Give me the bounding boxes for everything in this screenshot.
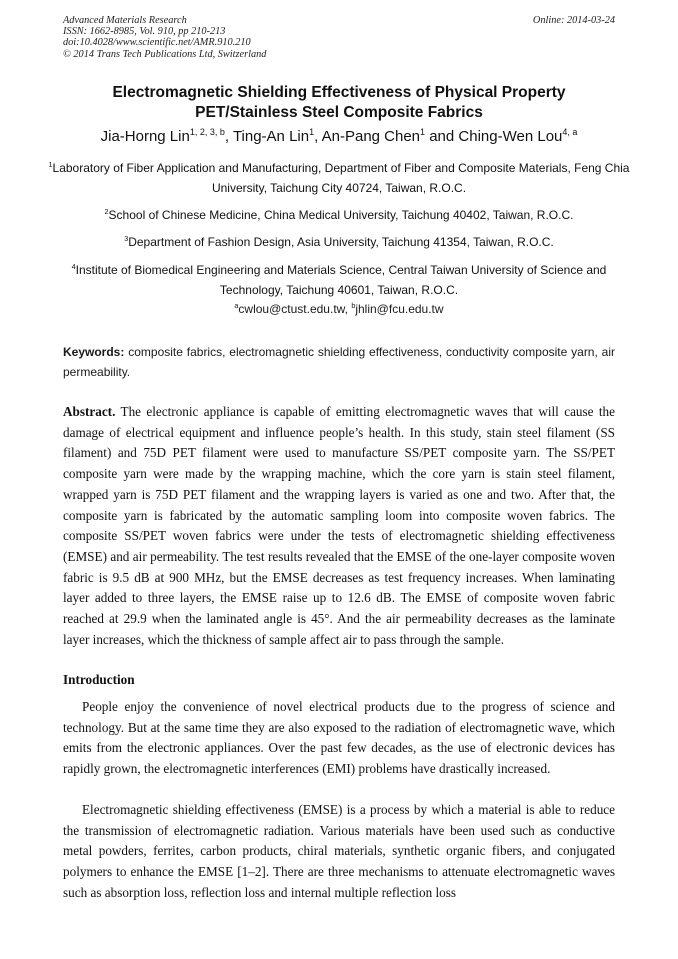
abstract-label: Abstract.: [63, 404, 116, 419]
email-separator: ,: [344, 302, 352, 316]
introduction-paragraph-2: Electromagnetic shielding effectiveness (EMSE) is a process by which a material is able to reduce the transmission of electromagnetic radiation. Various materials have been used such as conductive metal powders, ferrites, carbon products, chiral materials, synthetic organic fibers, and conjugated polymers to enhance the EMSE [1–2]. There are three mechanisms to attenuate electromagnetic waves such as absorption loss, reflection loss and internal multiple reflection loss: [63, 802, 615, 900]
issn-line: ISSN: 1662-8985, Vol. 910, pp 210-213: [63, 26, 226, 38]
title-line-1: Electromagnetic Shielding Effectiveness of Physical Property: [112, 84, 566, 101]
introduction-paragraph-1: People enjoy the convenience of novel electrical products due to the progress of science and technology. But at the same time they are also exposed to the radiation of electromagnetic wave, which emits from the electronic appliances. Over the past few decades, as the use of electronic devices has rapidly grown, the electromagnetic interferences (EMI) problems have drastically increased.: [63, 699, 615, 777]
online-date: Online: 2014-03-24: [532, 15, 615, 26]
author-separator: and: [425, 128, 459, 145]
affiliation-text: Department of Fashion Design, Asia University, Taichung 41354, Taiwan, R.O.C.: [128, 235, 554, 249]
journal-name: Advanced Materials Research: [63, 15, 187, 26]
introduction-heading: Introduction: [63, 672, 135, 687]
author-separator: ,: [314, 128, 322, 145]
author-superscript: 1: [420, 127, 426, 137]
affiliation-text: School of Chinese Medicine, China Medical University, Taichung 40402, Taiwan, R.O.C.: [108, 208, 574, 222]
author-superscript: 4, a: [562, 127, 578, 137]
copyright-line: © 2014 Trans Tech Publications Ltd, Switzerland: [63, 48, 267, 60]
author-superscript: 1: [309, 127, 315, 137]
keywords-block: [63, 342, 615, 382]
paper-title: [40, 83, 638, 122]
affiliation-1: [40, 158, 638, 198]
affiliation-text: Institute of Biomedical Engineering and Materials Science, Central Taiwan University of Science and Technology, Taichung 40601, Taiwan, R.O.C.: [75, 263, 607, 297]
email-address: jhlin@fcu.edu.tw: [355, 302, 444, 316]
email-line: [40, 301, 638, 317]
affiliation-superscript: 2: [104, 207, 109, 216]
abstract-text: The electronic appliance is capable of emitting electromagnetic waves that will cause the damage of electrical equipment and influence people’s health. In this study, stain steel filament (SS filament) and 75D PET filament were used to manufacture SS/PET composite yarn. The SS/PET composite yarn were made by the wrapping machine, which the core yarn is stain steel filament, wrapped yarn is 75D PET filament and the wrapping layers is varied as one and two. After that, the composite yarn is fabricated by the automatic sampling loom into composite woven fabrics. The composite SS/PET woven fabrics were under the tests of electromagnetic shielding effectiveness (EMSE) and air permeability. The test results revealed that the EMSE of the one-layer composite woven fabric is 9.5 dB at 900 MHz, but the EMSE decreases as test frequency increases. When laminating layer added to three layers, the EMSE raise up to 12.6 dB. The EMSE of composite woven fabric reached at 29.9 when the laminated angle is 45°. And the air permeability decreases as the laminate layer increases, which the thickness of sample affect air to pass through the sample.: [63, 404, 616, 647]
author-superscript: 1, 2, 3, b: [189, 127, 225, 137]
journal-header: [63, 15, 615, 60]
author-name: An-Pang Chen: [321, 128, 421, 145]
author-name: Ching-Wen Lou: [458, 128, 563, 145]
email-address: cwlou@ctust.edu.tw: [238, 302, 345, 316]
doi-line: doi:10.4028/www.scientific.net/AMR.910.210: [63, 37, 251, 49]
affiliation-superscript: 3: [124, 234, 129, 243]
affiliation-superscript: 4: [71, 262, 76, 271]
email-superscript: a: [234, 301, 239, 310]
email-superscript: b: [351, 301, 356, 310]
affiliation-3: [40, 232, 638, 252]
title-line-2: PET/Stainless Steel Composite Fabrics: [195, 103, 483, 121]
affiliation-4: [40, 260, 638, 300]
affiliation-2: [40, 205, 638, 225]
author-name: Ting-An Lin: [232, 128, 310, 145]
abstract-paragraph: [63, 402, 615, 650]
keywords-label: Keywords:: [63, 345, 125, 359]
author-name: Jia-Horng Lin: [100, 128, 190, 145]
author-list: [30, 128, 648, 146]
author-separator: ,: [224, 128, 233, 145]
affiliation-superscript: 1: [48, 160, 53, 169]
keywords-text: composite fabrics, electromagnetic shielding effectiveness, conductivity composite yarn, air permeability.: [63, 345, 616, 379]
affiliation-text: Laboratory of Fiber Application and Manufacturing, Department of Fiber and Composite Materials, Feng Chia University, Taichung City 40724, Taiwan, R.O.C.: [52, 161, 630, 195]
